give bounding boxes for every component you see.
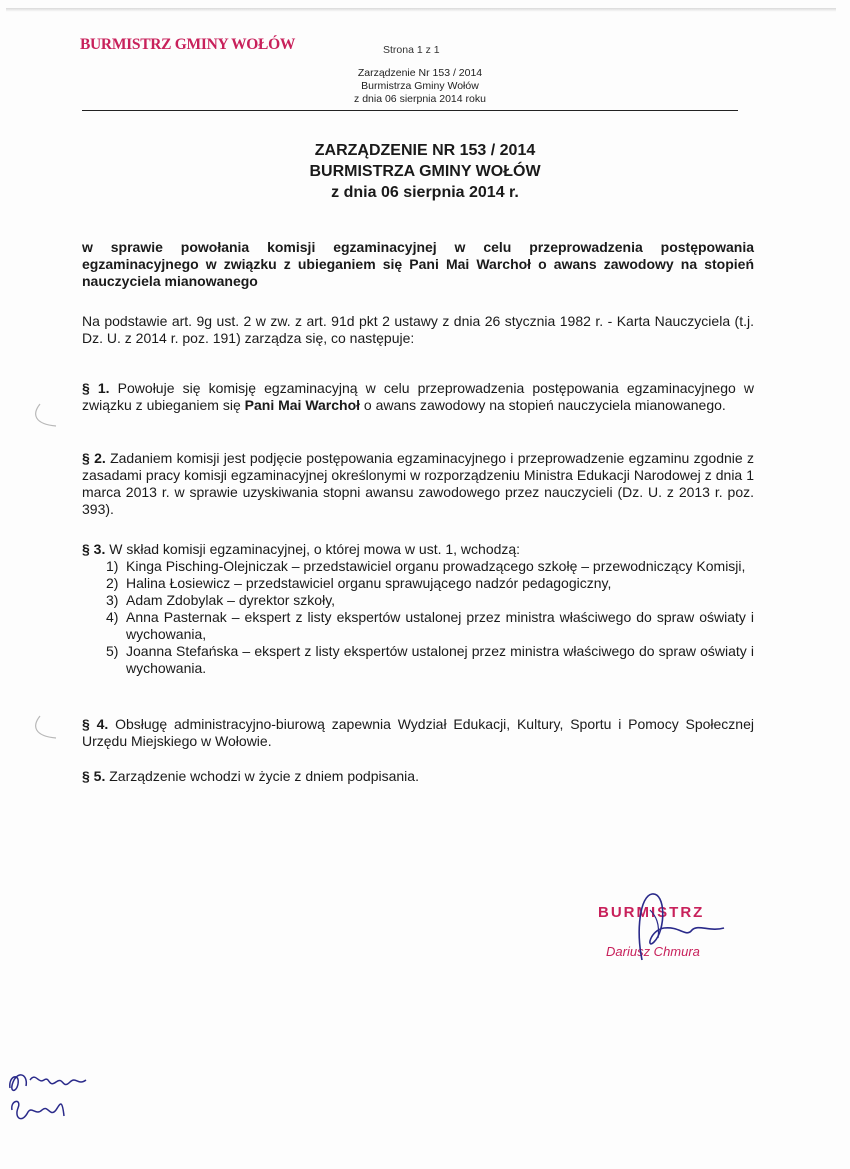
paragraph-1-sign: § 1. [82, 380, 110, 396]
paragraph-1-text-before: Powołuje się komisję egzaminacyjną w celu przeprowadzenia postępowania egzaminacyjnego w związku z ubieganiem się [82, 380, 754, 413]
list-item-number: 4) [106, 609, 119, 625]
paragraph-2-text: Zadaniem komisji jest podjęcie postępowania egzaminacyjnego i przeprowadzenie egzaminu zgodnie z zasadami pracy komisji egzaminacyjnej określonymi w rozporządzeniu Ministra Edukacji Narodowej z dnia 1 marca 2013 r. w sprawie uzyskiwania stopni awansu zawodowego przez nauczycieli (Dz. U. z 2013 r. poz. 393). [82, 450, 754, 517]
paragraph-2-sign: § 2. [82, 450, 106, 466]
paragraph-5-text: Zarządzenie wchodzi w życie z dniem podpisania. [109, 768, 419, 784]
list-item [82, 558, 754, 575]
header-divider [82, 110, 738, 111]
document-subject: w sprawie powołania komisji egzaminacyjnej w celu przeprowadzenia postępowania egzaminacyjnego w związku z ubieganiem się Pani Mai Warchoł o awans zawodowy na stopień nauczyciela mianowanego [82, 239, 754, 289]
paragraph-4-sign: § 4. [82, 716, 109, 732]
title-line-3: z dnia 06 sierpnia 2014 r. [331, 184, 519, 201]
reference-header [290, 67, 550, 106]
office-stamp-header: BURMISTRZ GMINY WOŁÓW [80, 36, 296, 53]
document-title [200, 140, 650, 203]
list-item [82, 592, 754, 609]
reference-line-2: Burmistrza Gminy Wołów [361, 80, 479, 92]
list-item-text: Adam Zdobylak – dyrektor szkoły, [126, 592, 336, 608]
handwritten-margin-note [4, 1066, 114, 1136]
paragraph-5 [82, 768, 754, 785]
paragraph-1-text-after: o awans zawodowy na stopień nauczyciela mianowanego. [363, 397, 726, 413]
list-item [82, 609, 754, 643]
list-item-number: 5) [106, 643, 119, 659]
signature-stamp-title: BURMISTRZ [598, 904, 705, 921]
paragraph-3-text: W skład komisji egzaminacyjnej, o której mowa w ust. 1, wchodzą: [109, 541, 521, 557]
margin-bracket-mark [30, 400, 60, 430]
list-item [82, 575, 754, 592]
page-number: Strona 1 z 1 [383, 44, 440, 56]
candidate-name: Pani Mai Warchoł [244, 397, 361, 413]
handwritten-signature [620, 890, 730, 970]
paragraph-3-sign: § 3. [82, 541, 106, 557]
scan-edge [6, 8, 836, 12]
paragraph-4 [82, 716, 754, 750]
title-line-2: BURMISTRZA GMINY WOŁÓW [309, 163, 541, 180]
list-item-number: 3) [106, 592, 119, 608]
committee-member-list [82, 558, 754, 677]
legal-basis: Na podstawie art. 9g ust. 2 w zw. z art. 91d pkt 2 ustawy z dnia 26 stycznia 1982 r. - Karta Nauczyciela (t.j. Dz. U. z 2014 r. poz. 191) zarządza się, co następuje: [82, 313, 754, 346]
list-item-number: 2) [106, 575, 119, 591]
paragraph-2 [82, 450, 754, 518]
reference-line-3: z dnia 06 sierpnia 2014 roku [354, 93, 486, 105]
paragraph-5-sign: § 5. [82, 768, 106, 784]
paragraph-1 [82, 380, 754, 414]
list-item-text: Halina Łosiewicz – przedstawiciel organu sprawującego nadzór pedagogiczny, [126, 575, 612, 591]
paragraph-4-text: Obsługę administracyjno-biurową zapewnia Wydział Edukacji, Kultury, Sportu i Pomocy Społecznej Urzędu Miejskiego w Wołowie. [82, 716, 754, 749]
margin-bracket-mark [30, 712, 60, 742]
list-item-text: Anna Pasternak – ekspert z listy ekspertów ustalonej przez ministra właściwego do spraw oświaty i wychowania, [126, 609, 754, 642]
reference-line-1: Zarządzenie Nr 153 / 2014 [357, 67, 483, 79]
title-line-1: ZARZĄDZENIE NR 153 / 2014 [314, 142, 536, 159]
list-item-number: 1) [106, 558, 119, 574]
list-item [82, 643, 754, 677]
list-item-text: Kinga Pisching-Olejniczak – przedstawiciel organu prowadzącego szkołę – przewodniczący Komisji, [126, 558, 746, 574]
paragraph-3 [82, 541, 754, 677]
list-item-text: Joanna Stefańska – ekspert z listy ekspertów ustalonej przez ministra właściwego do spraw oświaty i wychowania. [126, 643, 754, 676]
signature-stamp-name: Dariusz Chmura [606, 944, 700, 959]
